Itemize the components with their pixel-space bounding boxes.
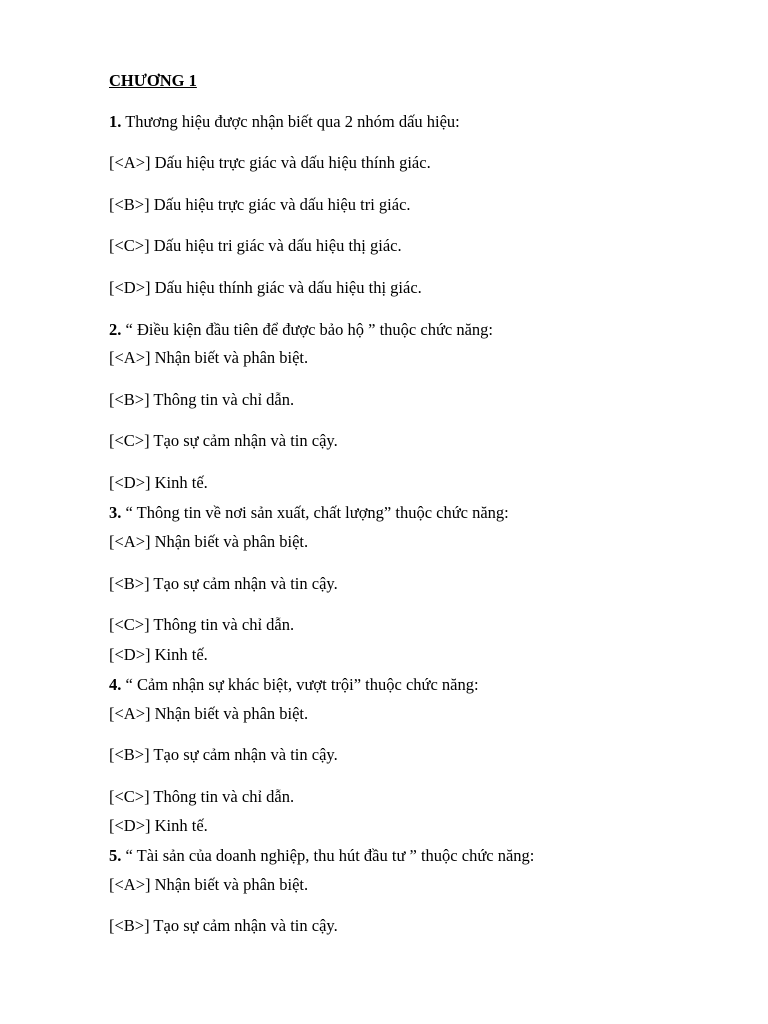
question-text: “ Cảm nhận sự khác biệt, vượt trội” thuộc chức năng: xyxy=(121,675,479,694)
q5-option-a: [<A>] Nhận biết và phân biệt. xyxy=(109,875,309,894)
question-number: 3. xyxy=(109,503,122,522)
q3-option-a: [<A>] Nhận biết và phân biệt. xyxy=(109,532,309,551)
q1-option-b: [<B>] Dấu hiệu trực giác và dấu hiệu tri giác. xyxy=(109,195,411,214)
q4-option-c: [<C>] Thông tin và chỉ dẫn. xyxy=(109,787,295,806)
chapter-title: CHƯƠNG 1 xyxy=(109,71,197,90)
question-number: 1. xyxy=(109,112,122,131)
question-text: “ Thông tin về nơi sản xuất, chất lượng” thuộc chức năng: xyxy=(121,503,509,522)
q1-option-c: [<C>] Dấu hiệu tri giác và dấu hiệu thị giác. xyxy=(109,236,402,255)
q1-option-a: [<A>] Dấu hiệu trực giác và dấu hiệu thính giác. xyxy=(109,153,431,172)
question-text: “ Tài sản của doanh nghiệp, thu hút đầu tư ” thuộc chức năng: xyxy=(121,846,535,865)
question-2 xyxy=(109,320,493,340)
question-3 xyxy=(109,503,509,523)
question-number: 2. xyxy=(109,320,122,339)
q2-option-a: [<A>] Nhận biết và phân biệt. xyxy=(109,348,309,367)
q2-option-d: [<D>] Kinh tế. xyxy=(109,473,208,492)
question-text: Thương hiệu được nhận biết qua 2 nhóm dấu hiệu: xyxy=(121,112,460,131)
q4-option-d: [<D>] Kinh tế. xyxy=(109,816,208,835)
question-number: 5. xyxy=(109,846,122,865)
question-1 xyxy=(109,112,460,132)
question-5 xyxy=(109,846,534,866)
q3-option-d: [<D>] Kinh tế. xyxy=(109,645,208,664)
question-number: 4. xyxy=(109,675,122,694)
question-text: “ Điều kiện đầu tiên để được bảo hộ ” thuộc chức năng: xyxy=(121,320,493,339)
q4-option-a: [<A>] Nhận biết và phân biệt. xyxy=(109,704,309,723)
q1-option-d: [<D>] Dấu hiệu thính giác và dấu hiệu thị giác. xyxy=(109,278,422,297)
question-4 xyxy=(109,675,479,695)
q2-option-c: [<C>] Tạo sự cảm nhận và tin cậy. xyxy=(109,431,338,450)
q3-option-b: [<B>] Tạo sự cảm nhận và tin cậy. xyxy=(109,574,338,593)
q3-option-c: [<C>] Thông tin và chỉ dẫn. xyxy=(109,615,295,634)
q2-option-b: [<B>] Thông tin và chỉ dẫn. xyxy=(109,390,295,409)
q5-option-b: [<B>] Tạo sự cảm nhận và tin cậy. xyxy=(109,916,338,935)
q4-option-b: [<B>] Tạo sự cảm nhận và tin cậy. xyxy=(109,745,338,764)
